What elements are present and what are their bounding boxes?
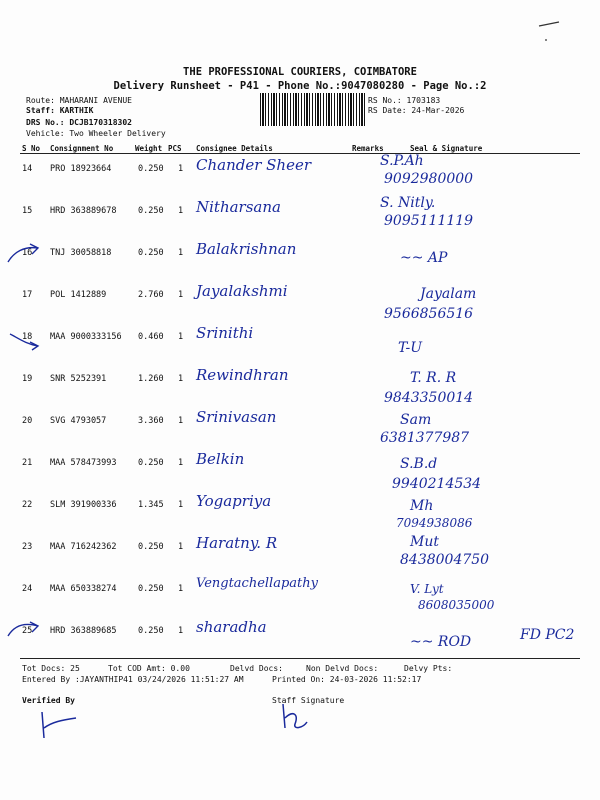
staff-signature-label: Staff Signature xyxy=(272,696,345,705)
row-consignment: PRO 18923664 xyxy=(50,164,112,174)
footer-rule xyxy=(20,658,580,659)
rs-date: RS Date: 24-Mar-2026 xyxy=(368,106,465,115)
table-row xyxy=(0,236,600,280)
row-consignment: POL 1412889 xyxy=(50,290,107,300)
row-sno: 21 xyxy=(22,458,33,468)
col-consignee: Consignee Details xyxy=(196,144,273,153)
entered-by: Entered By :JAYANTHIP41 03/24/2026 11:51:27 AM xyxy=(22,675,244,684)
row-phone: 8438004750 xyxy=(400,552,490,568)
row-consignee-name: Srinithi xyxy=(196,324,254,342)
row-phone: 7094938086 xyxy=(396,516,473,530)
row-pcs: 1 xyxy=(178,332,184,342)
row-signature: S.B.d xyxy=(400,456,438,472)
vehicle-label: Vehicle: Two Wheeler Delivery xyxy=(26,129,166,138)
row-sno: 17 xyxy=(22,290,33,300)
row-weight: 0.250 xyxy=(138,458,164,468)
drs-label: DRS No.: DCJB170318302 xyxy=(26,118,132,127)
table-row xyxy=(0,614,600,658)
col-pcs: PCS xyxy=(168,144,182,153)
row-pcs: 1 xyxy=(178,374,184,384)
row-signature: T. R. R xyxy=(410,370,457,386)
row-consignment: MAA 578473993 xyxy=(50,458,117,468)
row-phone: 9843350014 xyxy=(384,390,474,406)
row-signature: ~~ ROD xyxy=(410,634,472,650)
non-delvd-docs: Non Delvd Docs: xyxy=(306,664,379,673)
row-sno: 19 xyxy=(22,374,33,384)
row-sno: 24 xyxy=(22,584,33,594)
row-phone: 9566856516 xyxy=(384,306,474,322)
row-pcs: 1 xyxy=(178,290,184,300)
row-pcs: 1 xyxy=(178,248,184,258)
row-sno: 23 xyxy=(22,542,33,552)
staff-label: Staff: KARTHIK xyxy=(26,106,94,115)
row-pcs: 1 xyxy=(178,500,184,510)
table-row xyxy=(0,572,600,616)
row-sno: 15 xyxy=(22,206,33,216)
row-pcs: 1 xyxy=(178,164,184,174)
row-signature: Mh xyxy=(410,498,434,514)
row-weight: 0.250 xyxy=(138,206,164,216)
row-consignment: SVG 4793057 xyxy=(50,416,107,426)
row-weight: 1.345 xyxy=(138,500,164,510)
col-weight: Weight xyxy=(135,144,163,153)
row-sno: 20 xyxy=(22,416,33,426)
row-sno: 14 xyxy=(22,164,33,174)
row-consignment: HRD 363889678 xyxy=(50,206,117,216)
row-pcs: 1 xyxy=(178,584,184,594)
row-signature: S.P.Ah xyxy=(380,153,424,169)
col-seal: Seal & Signature xyxy=(410,144,483,153)
tick-mark xyxy=(4,618,44,642)
row-phone: 9092980000 xyxy=(384,171,474,187)
row-signature: V. Lyt xyxy=(410,582,444,596)
row-consignee-name: Yogapriya xyxy=(196,492,272,510)
table-row xyxy=(0,404,600,448)
tick-mark xyxy=(4,328,44,352)
verified-by-label: Verified By xyxy=(22,696,75,705)
row-signature: T-U xyxy=(398,340,423,356)
row-consignee-name: Jayalakshmi xyxy=(196,282,288,300)
row-consignee-name: sharadha xyxy=(196,618,267,636)
tot-docs: Tot Docs: 25 xyxy=(22,664,80,673)
barcode xyxy=(260,93,366,126)
row-consignment: TNJ 30058818 xyxy=(50,248,112,258)
row-signature: Sam xyxy=(400,412,432,428)
table-row xyxy=(0,194,600,238)
row-consignment: MAA 650338274 xyxy=(50,584,117,594)
row-signature: Jayalam xyxy=(420,286,477,302)
company-title: THE PROFESSIONAL COURIERS, COIMBATORE xyxy=(183,66,417,78)
row-phone: 9940214534 xyxy=(392,476,482,492)
row-phone: 6381377987 xyxy=(380,430,470,446)
printed-on: Printed On: 24-03-2026 11:52:17 xyxy=(272,675,422,684)
row-phone: 9095111119 xyxy=(384,213,474,229)
row-signature: S. Nitly. xyxy=(380,195,436,211)
row-weight: 3.360 xyxy=(138,416,164,426)
row-consignment: HRD 363889685 xyxy=(50,626,117,636)
table-row xyxy=(0,362,600,406)
row-sno: 16 xyxy=(22,248,33,258)
row-consignment: SLM 391900336 xyxy=(50,500,117,510)
row-signature: ~~ AP xyxy=(400,250,448,266)
tick-mark xyxy=(4,242,44,266)
row-weight: 0.250 xyxy=(138,248,164,258)
col-sno: S No xyxy=(22,144,41,153)
row-sno: 22 xyxy=(22,500,33,510)
row-consignment: SNR 5252391 xyxy=(50,374,107,384)
row-weight: 0.250 xyxy=(138,584,164,594)
tot-cod: Tot COD Amt: 0.00 xyxy=(108,664,190,673)
table-row xyxy=(0,488,600,532)
row-consignee-name: Srinivasan xyxy=(196,408,277,426)
table-row xyxy=(0,446,600,490)
row-pcs: 1 xyxy=(178,458,184,468)
verified-signature xyxy=(30,708,90,742)
row-weight: 0.460 xyxy=(138,332,164,342)
row-pcs: 1 xyxy=(178,416,184,426)
row-phone: 8608035000 xyxy=(418,598,495,612)
table-row xyxy=(0,320,600,364)
delvy-pts: Delvy Pts: xyxy=(404,664,453,673)
row-pcs: 1 xyxy=(178,542,184,552)
row-signature: Mut xyxy=(410,534,439,550)
col-remarks: Remarks xyxy=(352,144,384,153)
row-consignee-name: Vengtachellapathy xyxy=(196,576,318,591)
row-pcs: 1 xyxy=(178,626,184,636)
route-label: Route: MAHARANI AVENUE xyxy=(26,96,132,105)
delvd-docs: Delvd Docs: xyxy=(230,664,283,673)
table-row xyxy=(0,278,600,322)
row-weight: 1.260 xyxy=(138,374,164,384)
row-consignee-name: Rewindhran xyxy=(196,366,289,384)
row-weight: 0.250 xyxy=(138,542,164,552)
row-consignee-name: Chander Sheer xyxy=(196,156,312,174)
col-consignment: Consignment No xyxy=(50,144,114,153)
row-sno: 18 xyxy=(22,332,33,342)
row-sno: 25 xyxy=(22,626,33,636)
row-weight: 0.250 xyxy=(138,626,164,636)
staff-signature-mark xyxy=(275,700,315,734)
row-consignment: MAA 9000333156 xyxy=(50,332,122,342)
table-row xyxy=(0,530,600,574)
table-row xyxy=(0,152,600,196)
pen-mark xyxy=(535,16,565,46)
row-consignee-name: Nitharsana xyxy=(196,198,281,216)
row-consignee-name: Belkin xyxy=(196,450,245,468)
row-consignee-name: Haratny. R xyxy=(196,534,278,552)
row-weight: 2.760 xyxy=(138,290,164,300)
row-consignment: MAA 716242362 xyxy=(50,542,117,552)
rs-number: RS No.: 1703183 xyxy=(368,96,441,105)
row-pcs: 1 xyxy=(178,206,184,216)
runsheet-title: Delivery Runsheet - P41 - Phone No.:9047080280 - Page No.:2 xyxy=(113,80,487,92)
row-weight: 0.250 xyxy=(138,164,164,174)
row-consignee-name: Balakrishnan xyxy=(196,240,297,258)
row-phone: FD PC2 xyxy=(520,627,575,643)
